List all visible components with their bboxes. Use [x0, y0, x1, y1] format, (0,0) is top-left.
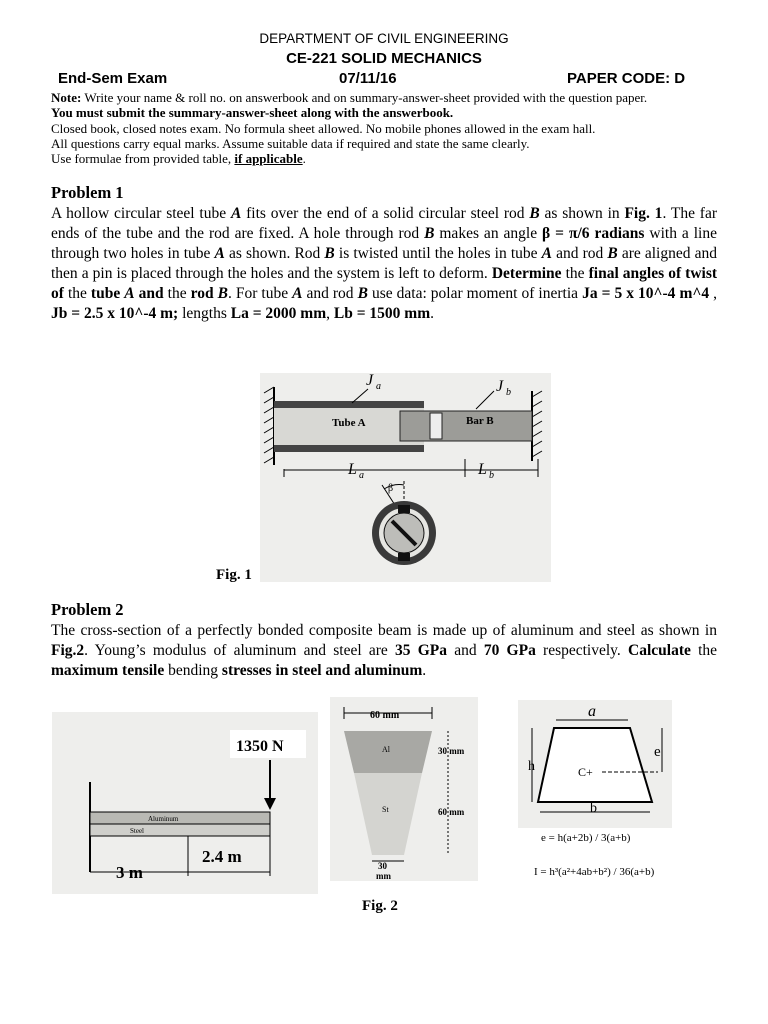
fig1-caption: Fig. 1 [216, 567, 252, 583]
lb-label: L [478, 461, 487, 478]
e-steel: 70 GPa [483, 642, 536, 659]
bottom-width-label: 30 [378, 861, 387, 871]
problem2-text: The cross-section of a perfectly bonded composite beam is made up of aluminum and steel as shown in Fig.2. Young’s modulus of aluminum and steel are 35 GPa and 70 GPa respectively. Calculate the maximum tensile bending stresses in steel and aluminum. [51, 622, 718, 679]
al-height-label: 30 mm [438, 746, 465, 756]
exam-type: End-Sem Exam [58, 70, 168, 87]
problem1-title: Problem 1 [51, 183, 124, 202]
trap-a-label: a [588, 703, 596, 720]
problem2-title: Problem 2 [51, 600, 124, 619]
data-la: La = 2000 mm [230, 305, 327, 322]
bar-b-label: Bar B [466, 415, 494, 427]
exam-date: 07/11/16 [339, 70, 397, 87]
trapezoid-image [518, 700, 672, 828]
i-formula: I = h³(a²+4ab+b²) / 36(a+b) [534, 866, 655, 878]
paper-code: PAPER CODE: D [567, 70, 686, 87]
ja-sub: a [376, 381, 381, 392]
fig2-caption: Fig. 2 [362, 898, 398, 914]
bottom-width-unit: mm [376, 871, 391, 881]
data-lb: Lb = 1500 mm [333, 305, 431, 322]
if-applicable-text: if applicable [234, 151, 303, 166]
figure1-image [260, 373, 551, 582]
load-label: 1350 N [236, 738, 284, 755]
formulae-text: Use formulae from provided table, [51, 151, 235, 166]
aluminum-layer [90, 812, 270, 824]
figure2-beam-image [52, 712, 318, 894]
trap-c-label: C+ [578, 765, 593, 779]
st-height-label: 60 mm [438, 807, 465, 817]
tube-a-top-wall [274, 401, 424, 408]
closed-book-rule: Closed book, closed notes exam. No formula sheet allowed. No mobile phones allowed in the exam hall. [51, 121, 596, 136]
steel-label: Steel [130, 827, 144, 835]
e-formula: e = h(a+2b) / 3(a+b) [541, 832, 631, 844]
st-label: St [382, 805, 389, 814]
department-heading: DEPARTMENT OF CIVIL ENGINEERING [259, 31, 509, 46]
figure2-section-drawing [330, 697, 478, 881]
jb-label: J [496, 378, 504, 395]
figure1-drawing [260, 373, 551, 582]
problem1-text: A hollow circular steel tube A fits over the end of a solid circular steel rod B as shown in Fig. 1. The far ends of the tube and the rod are fixed. A hole through rod B makes an angle β = π/6 radians with a line through two holes in tube A as shown. Rod B is twisted until the holes in tube A and rod B are aligned and then a pin is placed through the holes and the system is left to deform. Determine the final angles of twist of the tube A and the rod B. For tube A and rod B use data: polar moment of inertia Ja = 5 x 10^-4 m^4 , Jb = 2.5 x 10^-4 m; lengths La = 2000 mm, Lb = 1500 mm. [51, 205, 718, 322]
marks-rule: All questions carry equal marks. Assume suitable data if required and state the same clearly. [51, 136, 530, 151]
note-text: Write your name & roll no. on answerbook and on summary-answer-sheet provided with the question paper. [81, 90, 648, 105]
formulae-rule [51, 151, 731, 166]
formulae-period: . [302, 151, 306, 166]
top-width-label: 60 mm [370, 710, 400, 721]
span1-label: 3 m [116, 863, 143, 882]
trapezoid-shape [538, 728, 652, 802]
jb-sub: b [506, 387, 511, 398]
beta-label: β [388, 483, 394, 494]
ja-label: J [366, 373, 374, 389]
lb-sub: b [489, 470, 494, 481]
trap-e-label: e [654, 744, 661, 760]
note-line [51, 90, 731, 105]
figure2-beam-drawing [52, 712, 318, 894]
trap-h-label: h [528, 759, 535, 774]
course-title: CE-221 SOLID MECHANICS [286, 50, 482, 67]
e-aluminum: 35 GPa [395, 642, 448, 659]
steel-section [354, 773, 422, 855]
beta-value: β = π/6 radians [542, 225, 645, 242]
figure2-section-image [330, 697, 478, 881]
steel-layer [90, 824, 270, 836]
tube-a-bottom-wall [274, 445, 424, 452]
tube-a-label: Tube A [332, 417, 366, 429]
trap-b-label: b [590, 801, 597, 816]
la-sub: a [359, 470, 364, 481]
data-jb: Jb = 2.5 x 10^-4 m [51, 305, 174, 322]
aluminum-label: Aluminum [148, 815, 179, 823]
trapezoid-drawing [518, 700, 672, 828]
al-label: Al [382, 745, 390, 754]
span2-label: 2.4 m [202, 847, 242, 866]
la-label: L [348, 461, 357, 478]
data-ja: Ja = 5 x 10^-4 m^4 [582, 285, 710, 302]
note-label: Note: [51, 90, 82, 105]
submit-instruction: You must submit the summary-answer-sheet along with the answerbook. [51, 105, 454, 120]
